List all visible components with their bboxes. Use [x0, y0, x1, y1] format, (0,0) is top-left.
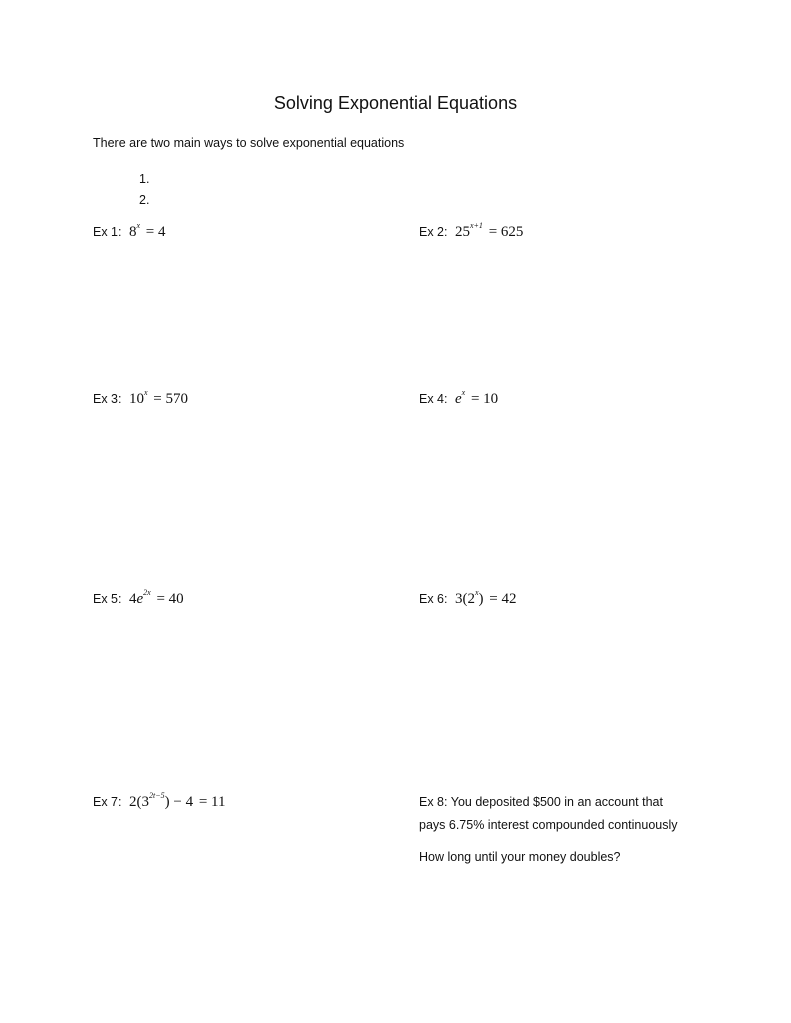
equation-close: ) − 4 — [164, 794, 194, 810]
example-equation — [128, 388, 190, 407]
equation-exponent: 2t−5 — [148, 791, 165, 800]
equation-rhs: = 4 — [145, 224, 166, 240]
equation-rhs: = 42 — [489, 591, 517, 607]
equation-rhs: = 625 — [488, 224, 524, 240]
page-title: Solving Exponential Equations — [273, 93, 518, 113]
example-8-text: You deposited $500 in an account that — [450, 795, 663, 809]
equation-rhs: = 10 — [470, 391, 499, 407]
example-label: Ex 4: — [419, 392, 448, 406]
example-label: Ex 8: — [419, 795, 448, 809]
example-label: Ex 7: — [93, 795, 122, 809]
example-1 — [93, 221, 168, 241]
equation-rhs: = 570 — [153, 391, 189, 407]
example-equation — [454, 388, 500, 407]
equation-coefficient: 4 — [128, 591, 137, 607]
equation-rhs: = 40 — [156, 591, 184, 607]
equation-exponent: x+1 — [469, 221, 483, 230]
equation-close: ) — [478, 591, 484, 607]
equation-exponent: x — [474, 588, 479, 597]
list-item: 2. — [139, 193, 150, 207]
example-equation — [128, 791, 228, 810]
numbered-list — [139, 169, 149, 211]
example-8-question: How long until your money doubles? — [419, 850, 621, 864]
example-2 — [419, 221, 525, 241]
example-label: Ex 5: — [93, 592, 122, 606]
equation-exponent: x — [143, 388, 148, 397]
equation-exponent: x — [136, 221, 141, 230]
equation-base: e — [136, 591, 144, 607]
example-equation — [128, 588, 186, 607]
list-item: 1. — [139, 172, 150, 186]
example-label: Ex 6: — [419, 592, 448, 606]
example-5 — [93, 588, 186, 608]
equation-base: 2(3 — [128, 794, 149, 810]
example-label: Ex 3: — [93, 392, 122, 406]
example-8-line-2: pays 6.75% interest compounded continuously — [419, 818, 678, 832]
example-label: Ex 2: — [419, 225, 448, 239]
example-6 — [419, 588, 519, 608]
equation-exponent: 2x — [143, 588, 151, 597]
example-equation — [454, 221, 525, 240]
example-equation — [454, 588, 519, 607]
example-7 — [93, 791, 227, 811]
equation-base: 8 — [128, 224, 137, 240]
example-4 — [419, 388, 500, 408]
equation-rhs: = 11 — [198, 794, 226, 810]
example-label: Ex 1: — [93, 225, 122, 239]
example-8 — [419, 791, 678, 869]
equation-base: 3(2 — [454, 591, 475, 607]
equation-base: 25 — [454, 224, 470, 240]
intro-text: There are two main ways to solve exponential equations — [93, 136, 405, 150]
equation-base: e — [454, 391, 462, 407]
example-3 — [93, 388, 190, 408]
example-8-line-1 — [419, 791, 678, 814]
equation-base: 10 — [128, 391, 144, 407]
equation-exponent: x — [461, 388, 466, 397]
example-equation — [128, 221, 168, 240]
